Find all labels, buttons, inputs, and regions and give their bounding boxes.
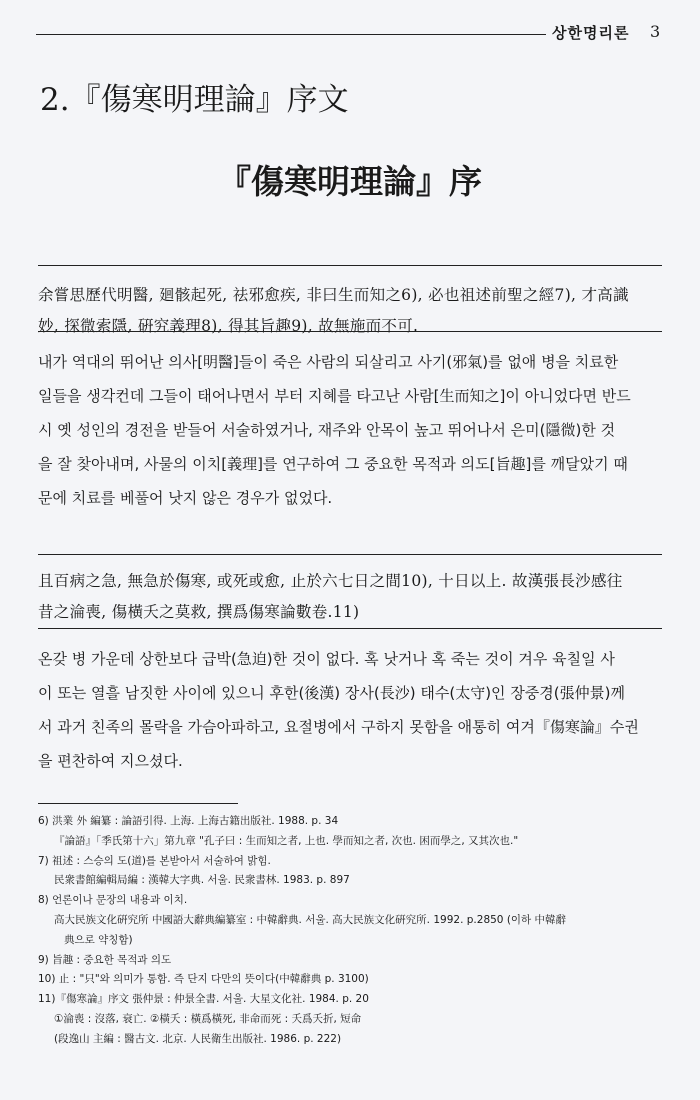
footnote: 民衆書館編輯局編 : 漢韓大字典. 서울. 民衆書林. 1983. p. 897 bbox=[54, 874, 350, 887]
hanja-line: 余嘗思歷代明醫, 廻骸起死, 祛邪愈疾, 非曰生而知之6), 必也祖述前聖之經7), 才高識 bbox=[38, 286, 629, 304]
footnotes bbox=[38, 812, 668, 1050]
section-title: 2.『傷寒明理論』序文 bbox=[40, 82, 349, 118]
hanja-line: 且百病之急, 無急於傷寒, 或死或愈, 止於六七日之間10), 十日以上. 故漢張長沙感往 bbox=[38, 572, 623, 590]
divider bbox=[38, 331, 662, 332]
footnote: ①淪喪 : 沒落, 衰亡. ②橫夭 : 橫爲橫死, 非命而死 : 夭爲夭折, 短命 bbox=[54, 1012, 362, 1025]
korean-line: 서 과거 친족의 몰락을 가슴아파하고, 요절병에서 구하지 못함을 애통히 여겨『傷寒論』수권 bbox=[38, 718, 639, 736]
korean-line: 을 편찬하여 지으셨다. bbox=[38, 752, 183, 770]
book-title: 『傷寒明理論』序 bbox=[218, 162, 482, 201]
korean-line: 을 잘 찾아내며, 사물의 이치[義理]를 연구하여 그 중요한 목적과 의도[旨趣]를 깨달았기 때 bbox=[38, 455, 628, 473]
hanja-passage-2 bbox=[38, 566, 666, 628]
running-head: 상한명리론 bbox=[552, 24, 630, 42]
footnote: 7) 祖述 : 스승의 도(道)를 본받아서 서술하여 밝힘. bbox=[38, 854, 271, 867]
korean-line: 내가 역대의 뛰어난 의사[明醫]들이 죽은 사람의 되살리고 사기(邪氣)를 없애 병을 치료한 bbox=[38, 353, 619, 371]
page-number: 3 bbox=[650, 22, 661, 41]
footnote: 11)『傷寒論』序文 張仲景 : 仲景全書. 서울. 大星文化社. 1984. p. 20 bbox=[38, 993, 369, 1006]
footnote: 6) 洪業 外 編纂 : 論語引得. 上海. 上海古籍出版社. 1988. p. 34 bbox=[38, 815, 339, 827]
korean-passage-1 bbox=[38, 345, 666, 515]
hanja-line: 昔之淪喪, 傷橫夭之莫救, 撰爲傷寒論數卷.11) bbox=[38, 603, 360, 621]
footnote-rule bbox=[38, 803, 238, 804]
hanja-passage-1 bbox=[38, 280, 666, 342]
footnote: 9) 旨趣 : 중요한 목적과 의도 bbox=[38, 953, 172, 966]
korean-line: 온갖 병 가운데 상한보다 급박(急迫)한 것이 없다. 혹 낫거나 혹 죽는 것이 겨우 육칠일 사 bbox=[38, 650, 615, 668]
korean-line: 문에 치료를 베풀어 낫지 않은 경우가 없었다. bbox=[38, 489, 333, 507]
hanja-line: 妙, 探微索隱, 硏究義理8), 得其旨趣9), 故無施而不可. bbox=[38, 317, 419, 335]
footnote: 『論語』「季氏第十六」第九章 "孔子曰 : 生而知之者, 上也. 學而知之者, 次也. 困而學之, 又其次也." bbox=[54, 834, 519, 847]
footnote: (段逸山 主編 : 醫古文. 北京. 人民衛生出版社. 1986. p. 222) bbox=[54, 1032, 342, 1045]
korean-passage-2 bbox=[38, 642, 666, 778]
footnote: 10) 止 : "只"와 의미가 통함. 즉 단지 다만의 뜻이다(中韓辭典 p. 3100) bbox=[38, 973, 369, 986]
header-rule bbox=[36, 34, 546, 35]
footnote: 高大民族文化硏究所 中國語大辭典編纂室 : 中韓辭典. 서울. 高大民族文化硏究所. 1992. p.2850 (이하 中韓辭 bbox=[54, 913, 567, 926]
footnote: 8) 언론이나 문장의 내용과 이치. bbox=[38, 894, 188, 907]
korean-line: 시 옛 성인의 경전을 받들어 서술하였거나, 재주와 안목이 높고 뛰어나서 은미(隱微)한 것 bbox=[38, 421, 616, 439]
footnote: 典으로 약칭함) bbox=[64, 933, 133, 946]
korean-line: 일들을 생각컨데 그들이 태어나면서 부터 지혜를 타고난 사람[生而知之]이 아니었다면 반드 bbox=[38, 387, 631, 405]
divider bbox=[38, 554, 662, 555]
divider bbox=[38, 265, 662, 266]
korean-line: 이 또는 열흘 남짓한 사이에 있으니 후한(後漢) 장사(長沙) 태수(太守)인 장중경(張仲景)께 bbox=[38, 684, 625, 702]
divider bbox=[38, 628, 662, 629]
